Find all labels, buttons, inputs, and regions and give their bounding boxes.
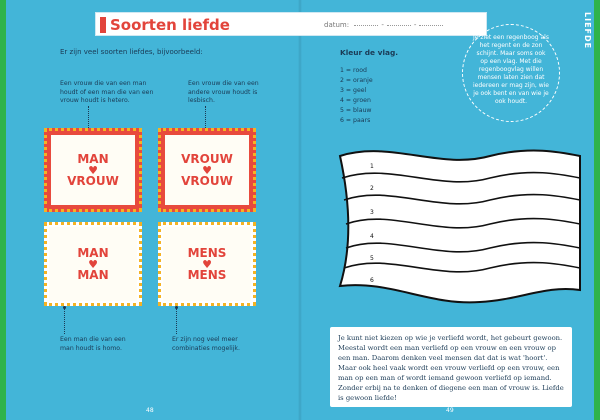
card-word-top: VROUW	[181, 151, 233, 166]
page-number-left: 48	[146, 407, 154, 414]
page-title: Soorten liefde	[110, 16, 230, 34]
card-man-vrouw	[44, 128, 142, 212]
card-word-bottom: VROUW	[181, 173, 233, 188]
info-text: Je kunt niet kiezen op wie je verliefd wordt, het gebeurt gewoon. Meestal wordt een man verliefd op een vrouw en een vrouw op een man. Daarom denken veel mensen dat dat is wat 'hoort'. Maar ook heel vaak wordt een vrouw verliefd op een vrouw, een man op een man of wordt iemand gewoon verliefd op iemand. Zonder erbij na te denken of diegene een man of vrouw is. Liefde is gewoon liefde!	[338, 334, 564, 402]
card-word-bottom: VROUW	[67, 173, 119, 188]
rainbow-flag-coloring[interactable]	[330, 140, 588, 310]
side-tab	[578, 12, 592, 50]
card-man-man	[44, 222, 142, 306]
page-fold	[298, 0, 302, 420]
card-inner	[51, 135, 135, 205]
badge-text: Je ziet een regenboog als het regent en de zon schijnt. Maar soms ook op een vlag. Met die regenboogvlag willen mensen laten zien dat iedereen er mag zijn, wie je ook bent en van wie je ook houdt.	[473, 34, 549, 105]
flag-number-6: 6	[370, 277, 374, 284]
pointer-line-1	[88, 106, 89, 130]
heart-icon: ♥	[88, 257, 98, 271]
flag-number-1: 1	[370, 163, 374, 170]
color-legend	[340, 66, 373, 126]
caption-hetero: Een vrouw die van een man houdt of een man die van een vrouw houdt is hetero.	[60, 80, 154, 105]
card-inner	[165, 135, 249, 205]
date-blank-day[interactable]	[354, 25, 378, 26]
date-field[interactable]: datum: - -	[324, 19, 446, 31]
flag-number-5: 5	[370, 255, 374, 262]
caption-homo: Een man die van een man houdt is homo.	[60, 336, 126, 352]
color-legend-item: 2 = oranje	[340, 77, 373, 84]
card-word-top: MAN	[77, 245, 109, 260]
card-word-top: MENS	[187, 245, 227, 260]
pointer-line-3	[64, 308, 65, 334]
caption-lesbisch: Een vrouw die van een andere vrouw houdt is lesbisch.	[188, 80, 259, 105]
card-word-bottom: MAN	[77, 267, 109, 282]
heart-icon: ♥	[202, 257, 212, 271]
page-number-right: 49	[446, 407, 454, 414]
card-word-bottom: MENS	[187, 267, 227, 282]
right-edge-stripe	[594, 0, 600, 420]
color-legend-item: 6 = paars	[340, 117, 371, 124]
heart-icon: ♥	[202, 163, 212, 177]
date-blank-month[interactable]	[387, 25, 411, 26]
card-inner	[163, 227, 251, 301]
flag-number-4: 4	[370, 233, 374, 240]
flag-number-2: 2	[370, 185, 374, 192]
color-legend-item: 5 = blauw	[340, 107, 372, 114]
side-tab-label: LIEFDE	[583, 12, 592, 50]
title-bar	[95, 12, 487, 36]
card-mens-mens	[158, 222, 256, 306]
intro-text: Er zijn veel soorten liefdes, bijvoorbeeld:	[60, 48, 203, 56]
card-inner	[49, 227, 137, 301]
card-word-top: MAN	[77, 151, 109, 166]
title-marker	[100, 17, 106, 33]
caption-combinaties: Er zijn nog veel meer combinaties mogelijk.	[172, 336, 240, 352]
color-legend-item: 3 = geel	[340, 87, 367, 94]
color-legend-item: 1 = rood	[340, 67, 367, 74]
left-edge-stripe	[0, 0, 6, 420]
date-blank-year[interactable]	[419, 25, 443, 26]
flag-number-3: 3	[370, 209, 374, 216]
color-legend-item: 4 = groen	[340, 97, 371, 104]
date-label: datum:	[324, 21, 350, 29]
pointer-dot-3	[63, 306, 66, 309]
pointer-line-4	[176, 308, 177, 334]
card-vrouw-vrouw	[158, 128, 256, 212]
pointer-line-2	[205, 106, 206, 130]
flag-heading: Kleur de vlag.	[340, 48, 399, 57]
pointer-dot-4	[175, 306, 178, 309]
heart-icon: ♥	[88, 163, 98, 177]
